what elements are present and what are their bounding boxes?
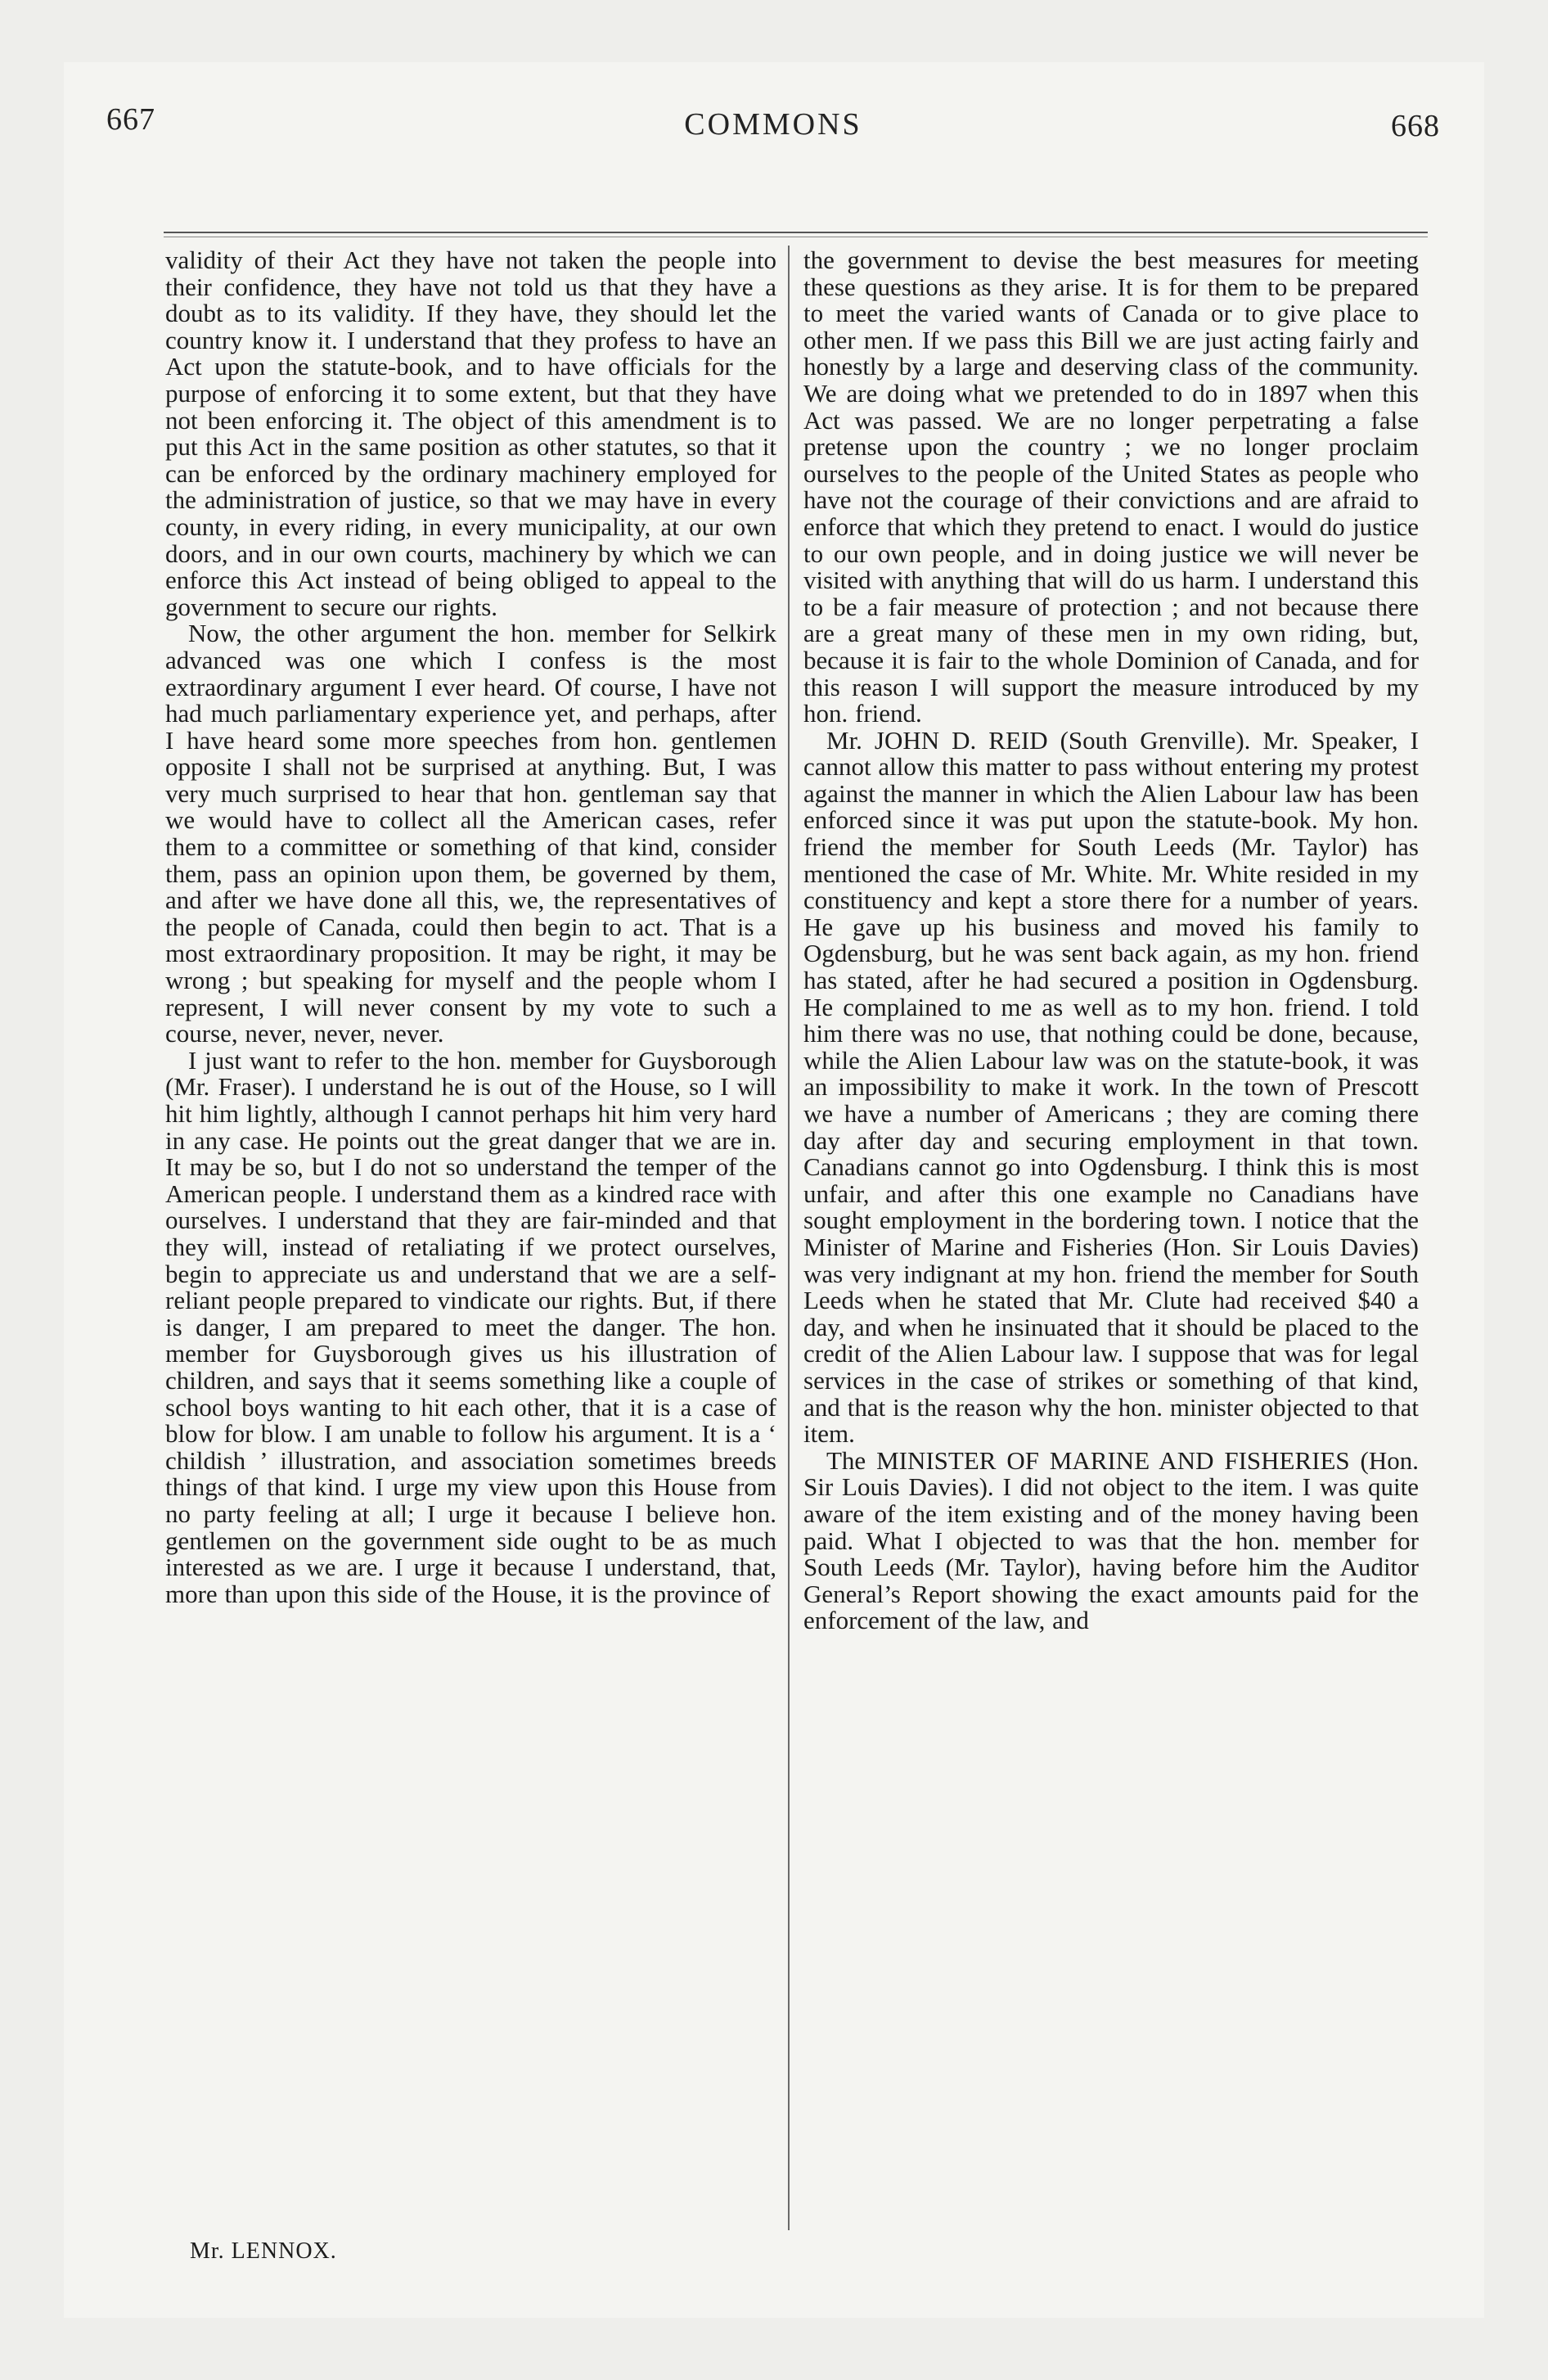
left-column [165, 247, 776, 1607]
paragraph: The MINISTER OF MARINE AND FISHERIES (Hon. Sir Louis Davies). I did not object to the item. I was quite aware of the item existing and of the money having been paid. What I objected to was that the hon. member for South Leeds (Mr. Taylor), having before him the Auditor General’s Report showing the exact amounts paid for the enforcement of the law, and [803, 1445, 1419, 1635]
page-header [106, 97, 1440, 146]
right-column [803, 247, 1419, 1634]
header-rule [164, 232, 1428, 233]
page-number-right: 668 [1391, 109, 1440, 143]
paragraph: I just want to refer to the hon. member for Guysborough (Mr. Fraser). I understand he is out of the House, so I will hit him lightly, although I cannot perhaps hit him very hard in any case. He points out the great danger that we are in. It may be so, but I do not so understand the temper of the American people. I understand them as a kindred race with ourselves. I understand that they are fair-minded and that they will, instead of retaliating if we protect ourselves, begin to appreciate us and understand that we are a self-reliant people prepared to vindicate our rights. But, if there is danger, I am prepared to meet the danger. The hon. member for Guysborough gives us his illustration of children, and says that it seems something like a couple of school boys wanting to hit each other, that it is a case of blow for blow. I am unable to follow his argument. It is a ‘ childish ’ illustration, and association sometimes breeds things of that kind. I urge my view upon this House from no party feeling at all; I urge it because I believe hon. gentlemen on the government side ought to be as much interested as we are. I urge it because I understand, that, more than upon this side of the House, it is the province of [165, 1045, 776, 1608]
page-number-left: 667 [106, 102, 155, 137]
paragraph: the government to devise the best measures for meeting these questions as they arise. It is for them to be prepared to meet the varied wants of Canada or to give place to other men. If we pass this Bill we are just acting fairly and honestly by a large and deserving class of the community. We are doing what we pretended to do in 1897 when this Act was passed. We are no longer perpetrating a false pretense upon the country ; we no longer proclaim ourselves to the people of the United States as people who have not the courage of their convictions and are afraid to enforce that which they pretend to enact. I would do justice to our own people, and in doing justice we will never be visited with anything that will do us harm. I understand this to be a fair measure of protection ; and not because there are a great many of these men in my own riding, but, because it is fair to the whole Dominion of Canada, and for this reason I will support the measure introduced by my hon. friend. [803, 246, 1419, 728]
paragraph: validity of their Act they have not taken the people into their confidence, they have not told us that they have a doubt as to its validity. If they have, they should let the country know it. I understand that they profess to have an Act upon the statute-book, and to have officials for the purpose of enforcing it to some extent, but that they have not been enforcing it. The object of this amendment is to put this Act in the same position as other statutes, so that it can be enforced by the ordinary machinery employed for the administration of justice, so that we may have in every county, in every riding, in every municipality, at our own doors, and in our own courts, machinery by which we can enforce this Act instead of being obliged to appeal to the government to secure our rights. [165, 246, 776, 621]
paragraph: Now, the other argument the hon. member for Selkirk advanced was one which I confess is the most extraordinary argument I ever heard. Of course, I have not had much parliamentary experience yet, and perhaps, after I have heard some more speeches from hon. gentlemen opposite I shall not be surprised at anything. But, I was very much surprised to hear that hon. gentleman say that we would have to collect all the American cases, refer them to a committee or something of that kind, consider them, pass an opinion upon them, be governed by them, and after we have done all this, we, the representatives of the people of Canada, could then begin to act. That is a most extraordinary proposition. It may be right, it may be wrong ; but speaking for myself and the people whom I represent, I will never consent by my vote to such a course, never, never, never. [165, 619, 776, 1048]
paragraph: Mr. JOHN D. REID (South Grenville). Mr. Speaker, I cannot allow this matter to pass without entering my protest against the manner in which the Alien Labour law has been enforced since it was put upon the statute-book. My hon. friend the member for South Leeds (Mr. Taylor) has mentioned the case of Mr. White. Mr. White resided in my constituency and kept a store there for a number of years. He gave up his business and moved his family to Ogdensburg, but he was sent back again, as my hon. friend has stated, after he had secured a position in Ogdensburg. He complained to me as well as to my hon. friend. I told him there was no use, that nothing could be done, because, while the Alien Labour law was on the statute-book, it was an impossibility to make it work. In the town of Prescott we have a number of Americans ; they are coming there day after day and securing employment in that town. Canadians cannot go into Ogdensburg. I think this is most unfair, and after this one example no Canadians have sought employment in the bordering town. I notice that the Minister of Marine and Fisheries (Hon. Sir Louis Davies) was very indignant at my hon. friend the member for South Leeds when he stated that Mr. Clute had received $40 a day, and when he insinuated that it should be placed to the credit of the Alien Labour law. I suppose that was for legal services in the case of strikes or something of that kind, and that is the reason why the hon. minister objected to that item. [803, 725, 1420, 1449]
footer-speaker: Mr. LENNOX. [190, 2238, 337, 2264]
column-divider [788, 246, 790, 2230]
running-title: COMMONS [684, 107, 862, 142]
